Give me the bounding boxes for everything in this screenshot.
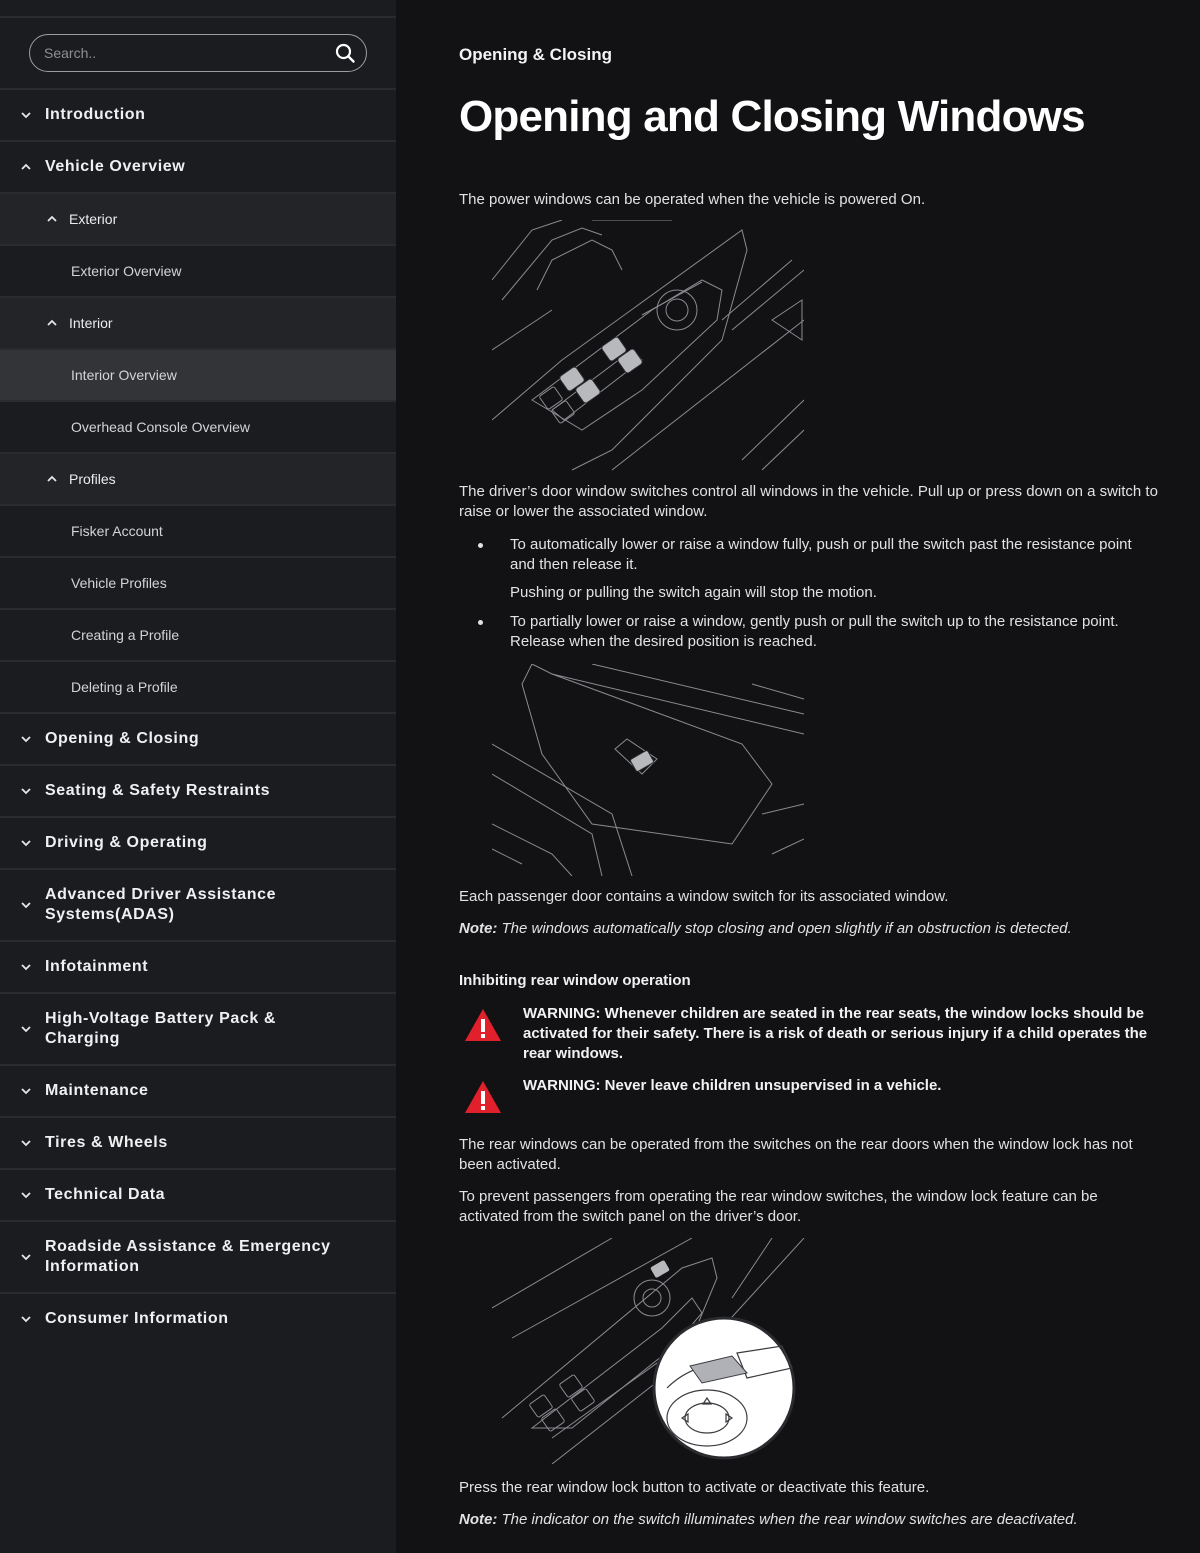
chevron-down-icon bbox=[20, 109, 32, 121]
nav-item-opening-closing[interactable] bbox=[0, 712, 396, 764]
chevron-up-icon bbox=[46, 473, 58, 485]
chevron-down-icon bbox=[20, 733, 32, 745]
note-text: The windows automatically stop closing and open slightly if an obstruction is detected. bbox=[501, 920, 1072, 937]
nav-item-label: Seating & Safety Restraints bbox=[45, 782, 271, 799]
nav-item-label: Infotainment bbox=[45, 958, 149, 975]
nav-item-seating-safety[interactable] bbox=[0, 764, 396, 816]
warning-icon bbox=[463, 1079, 503, 1115]
nav-item-hv-battery[interactable] bbox=[0, 992, 396, 1064]
press-lock-text: Press the rear window lock button to activate or deactivate this feature. bbox=[459, 1479, 930, 1496]
warning-unsupervised: WARNING: Never leave children unsupervised in a vehicle. bbox=[523, 1077, 942, 1094]
nav-item-label: Opening & Closing bbox=[45, 730, 200, 747]
nav-item-label: Fisker Account bbox=[71, 523, 163, 539]
bullet-auto-sub: Pushing or pulling the switch again will stop the motion. bbox=[510, 584, 877, 601]
nav-item-profiles[interactable] bbox=[0, 452, 396, 504]
chevron-down-icon bbox=[20, 961, 32, 973]
passenger-text: Each passenger door contains a window switch for its associated window. bbox=[459, 888, 949, 905]
bullet-dot bbox=[478, 620, 483, 625]
chevron-down-icon bbox=[20, 1085, 32, 1097]
driver-switch-panel-illustration bbox=[492, 220, 804, 472]
nav-item-driving-operating[interactable] bbox=[0, 816, 396, 868]
nav-item-maintenance[interactable] bbox=[0, 1064, 396, 1116]
chevron-down-icon bbox=[20, 785, 32, 797]
note-label: Note: bbox=[459, 920, 498, 937]
nav-item-label: Vehicle Profiles bbox=[71, 575, 167, 591]
nav-item-exterior[interactable] bbox=[0, 192, 396, 244]
nav-item-interior[interactable] bbox=[0, 296, 396, 348]
nav-item-label: Overhead Console Overview bbox=[71, 419, 250, 435]
nav-item-label: Driving & Operating bbox=[45, 834, 208, 851]
breadcrumb[interactable]: Opening & Closing bbox=[459, 45, 612, 64]
search-box bbox=[29, 34, 367, 72]
nav-item-interior-overview[interactable] bbox=[0, 348, 396, 400]
chevron-down-icon bbox=[20, 1137, 32, 1149]
bullet-auto: To automatically lower or raise a window fully, push or pull the switch past the resistance point and then release it. bbox=[510, 536, 1132, 573]
driver-switches-text: The driver’s door window switches control all windows in the vehicle. Pull up or press down on a switch to raise or lower the associated window. bbox=[459, 483, 1158, 520]
nav-item-technical-data[interactable] bbox=[0, 1168, 396, 1220]
nav-item-label: Tires & Wheels bbox=[45, 1134, 168, 1151]
nav-item-label: High-Voltage Battery Pack & Charging bbox=[45, 1010, 277, 1047]
chevron-down-icon bbox=[20, 1313, 32, 1325]
nav-item-exterior-overview[interactable] bbox=[0, 244, 396, 296]
nav-item-label: Roadside Assistance & Emergency Information bbox=[45, 1238, 331, 1275]
nav-item-label: Consumer Information bbox=[45, 1310, 229, 1327]
nav-item-label: Advanced Driver Assistance Systems(ADAS) bbox=[45, 886, 277, 923]
nav-item-consumer-info[interactable] bbox=[0, 1292, 396, 1344]
nav-tree bbox=[0, 88, 396, 1344]
chevron-down-icon bbox=[20, 899, 32, 911]
nav-item-label: Vehicle Overview bbox=[45, 158, 186, 175]
nav-item-label: Creating a Profile bbox=[71, 627, 180, 643]
search-input[interactable] bbox=[44, 35, 324, 70]
nav-item-deleting-profile[interactable] bbox=[0, 660, 396, 712]
note-text: The indicator on the switch illuminates when the rear window switches are deactivated. bbox=[501, 1511, 1078, 1528]
nav-item-infotainment[interactable] bbox=[0, 940, 396, 992]
page-title: Opening and Closing Windows bbox=[459, 92, 1085, 141]
nav-item-vehicle-profiles[interactable] bbox=[0, 556, 396, 608]
nav-item-fisker-account[interactable] bbox=[0, 504, 396, 556]
rear-operated-text: The rear windows can be operated from the switches on the rear doors when the window lock has not been activated. bbox=[459, 1136, 1133, 1173]
chevron-down-icon bbox=[20, 1189, 32, 1201]
nav-item-tires-wheels[interactable] bbox=[0, 1116, 396, 1168]
section-heading: Inhibiting rear window operation bbox=[459, 972, 691, 989]
chevron-down-icon bbox=[20, 837, 32, 849]
note-label: Note: bbox=[459, 1511, 498, 1528]
window-lock-illustration bbox=[492, 1238, 804, 1464]
passenger-switch-illustration bbox=[492, 664, 804, 876]
nav-item-label: Interior Overview bbox=[71, 367, 177, 383]
nav-item-introduction[interactable] bbox=[0, 88, 396, 140]
nav-item-vehicle-overview[interactable] bbox=[0, 140, 396, 192]
note-indicator bbox=[459, 1510, 1159, 1530]
chevron-down-icon bbox=[20, 1023, 32, 1035]
bullet-dot bbox=[478, 543, 483, 548]
nav-item-creating-profile[interactable] bbox=[0, 608, 396, 660]
nav-item-label: Introduction bbox=[45, 106, 146, 123]
main-content bbox=[396, 0, 1200, 1553]
chevron-up-icon bbox=[46, 213, 58, 225]
nav-item-roadside[interactable] bbox=[0, 1220, 396, 1292]
nav-item-label: Technical Data bbox=[45, 1186, 166, 1203]
chevron-up-icon bbox=[46, 317, 58, 329]
nav-item-label: Profiles bbox=[69, 471, 116, 487]
sidebar bbox=[0, 0, 396, 1553]
nav-item-label: Interior bbox=[69, 315, 113, 331]
sidebar-divider bbox=[0, 16, 396, 18]
nav-item-adas[interactable] bbox=[0, 868, 396, 940]
warning-children-rear: WARNING: Whenever children are seated in the rear seats, the window locks should be activated for their safety. There is a risk of death or serious injury if a child operates the rear windows. bbox=[523, 1005, 1148, 1062]
chevron-down-icon bbox=[20, 1251, 32, 1263]
warning-icon bbox=[463, 1007, 503, 1043]
nav-item-label: Exterior Overview bbox=[71, 263, 182, 279]
nav-item-label: Maintenance bbox=[45, 1082, 149, 1099]
bullet-partial: To partially lower or raise a window, gently push or pull the switch up to the resistance point. Release when the desired position is reached. bbox=[510, 613, 1119, 650]
search-icon[interactable] bbox=[334, 42, 356, 64]
nav-item-label: Exterior bbox=[69, 211, 118, 227]
note-obstruction bbox=[459, 919, 1159, 939]
chevron-up-icon bbox=[20, 161, 32, 173]
nav-item-overhead-console-overview[interactable] bbox=[0, 400, 396, 452]
prevent-text: To prevent passengers from operating the rear window switches, the window lock feature can be activated from the switch panel on the driver’s door. bbox=[459, 1188, 1098, 1225]
nav-item-label: Deleting a Profile bbox=[71, 679, 178, 695]
intro-text: The power windows can be operated when the vehicle is powered On. bbox=[459, 191, 926, 208]
